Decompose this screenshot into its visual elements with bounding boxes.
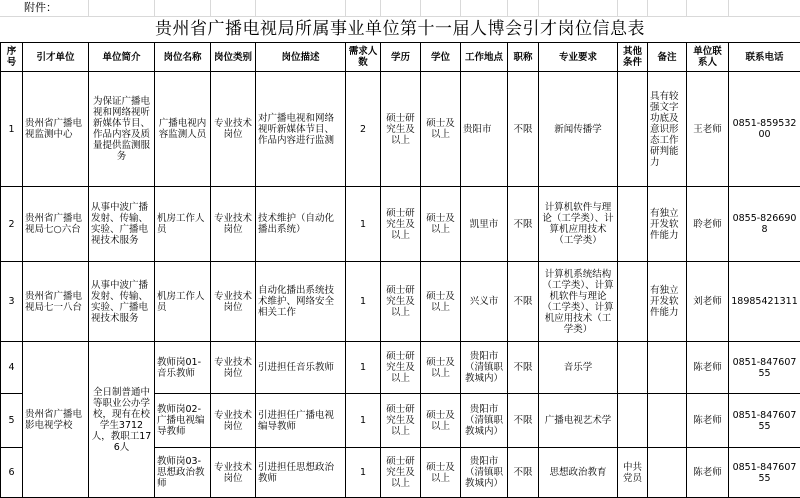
cell-count: 2	[346, 72, 381, 187]
cell-no: 6	[1, 448, 23, 498]
cell-post-desc: 引进担任广播电视编导教师	[256, 394, 346, 448]
cell-location: 凯里市	[461, 187, 508, 262]
header-education: 学历	[381, 43, 421, 72]
cell-major: 思想政治教育	[539, 448, 618, 498]
cell-location: 贵阳市（清镇职教城内）	[461, 342, 508, 394]
cell-unit: 贵州省广播电视监测中心	[23, 72, 89, 187]
cell-remark	[648, 342, 687, 394]
cell-post-name: 教师岗03-思想政治教师	[155, 448, 211, 498]
cell-no: 3	[1, 262, 23, 342]
cell-other	[618, 342, 648, 394]
cell-intro: 从事中波广播发射、传输、实验、广播电视技术服务	[89, 187, 155, 262]
cell-major: 新闻传播学	[539, 72, 618, 187]
cell-location: 贵阳市（清镇职教城内）	[461, 394, 508, 448]
cell-no: 5	[1, 394, 23, 448]
cell-count: 1	[346, 342, 381, 394]
cell-post-name: 机房工作人员	[155, 262, 211, 342]
cell-count: 1	[346, 187, 381, 262]
table-row	[1, 342, 800, 394]
cell-post-type: 专业技术岗位	[211, 72, 256, 187]
cell-title-req: 不限	[508, 187, 539, 262]
cell-unit: 贵州省广播电视局七一八台	[23, 262, 89, 342]
cell-remark: 有独立开发软件能力	[648, 187, 687, 262]
cell-post-desc: 技术维护（自动化播出系统）	[256, 187, 346, 262]
cell-remark	[648, 448, 687, 498]
header-intro: 单位简介	[89, 43, 155, 72]
cell-contact: 聆老师	[687, 187, 729, 262]
cell-degree: 硕士及以上	[421, 72, 461, 187]
spreadsheet-top-gridline	[0, 0, 800, 17]
cell-count: 1	[346, 448, 381, 498]
cell-post-desc: 引进担任音乐教师	[256, 342, 346, 394]
cell-post-type: 专业技术岗位	[211, 187, 256, 262]
header-post-name: 岗位名称	[155, 43, 211, 72]
header-no: 序号	[1, 43, 23, 72]
header-post-desc: 岗位描述	[256, 43, 346, 72]
cell-other	[618, 72, 648, 187]
cell-other	[618, 394, 648, 448]
header-post-type: 岗位类别	[211, 43, 256, 72]
header-degree: 学位	[421, 43, 461, 72]
cell-location: 贵阳市	[461, 72, 508, 187]
cell-degree: 硕士及以上	[421, 342, 461, 394]
cell-intro: 为保证广播电视和网络视听新媒体节目、作品内容及质量提供监测服务	[89, 72, 155, 187]
cell-unit: 贵州省广播电视局七○六台	[23, 187, 89, 262]
cell-major: 广播电视艺术学	[539, 394, 618, 448]
cell-post-type: 专业技术岗位	[211, 448, 256, 498]
cell-post-desc: 自动化播出系统技术维护、网络安全相关工作	[256, 262, 346, 342]
cell-contact: 陈老师	[687, 342, 729, 394]
table-row	[1, 262, 800, 342]
cell-education: 硕士研究生及以上	[381, 394, 421, 448]
cell-major: 音乐学	[539, 342, 618, 394]
header-title-req: 职称	[508, 43, 539, 72]
cell-title-req: 不限	[508, 72, 539, 187]
cell-location: 兴义市	[461, 262, 508, 342]
cell-education: 硕士研究生及以上	[381, 187, 421, 262]
header-unit: 引才单位	[23, 43, 89, 72]
cell-contact: 王老师	[687, 72, 729, 187]
cell-post-name: 机房工作人员	[155, 187, 211, 262]
cell-no: 2	[1, 187, 23, 262]
cell-contact: 陈老师	[687, 448, 729, 498]
cell-post-type: 专业技术岗位	[211, 262, 256, 342]
cell-no: 4	[1, 342, 23, 394]
cell-phone: 18985421311	[729, 262, 800, 342]
cell-count: 1	[346, 262, 381, 342]
cell-post-desc: 对广播电视和网络视听新媒体节目、作品内容进行监测	[256, 72, 346, 187]
header-location: 工作地点	[461, 43, 508, 72]
cell-post-desc: 引进担任思想政治教师	[256, 448, 346, 498]
cell-title-req: 不限	[508, 342, 539, 394]
cell-major: 计算机软件与理论（工学类）、计算机应用技术（工学类）	[539, 187, 618, 262]
cell-degree: 硕士及以上	[421, 187, 461, 262]
cell-title-req: 不限	[508, 448, 539, 498]
cell-remark: 具有较强文字功底及意识形态工作研判能力	[648, 72, 687, 187]
cell-degree: 硕士及以上	[421, 394, 461, 448]
header-major: 专业要求	[539, 43, 618, 72]
cell-major: 计算机系统结构（工学类）、计算机软件与理论（工学类）、计算机应用技术（工学类）	[539, 262, 618, 342]
cell-title-req: 不限	[508, 394, 539, 448]
cell-other	[618, 187, 648, 262]
cell-intro: 全日制普通中等职业公办学校，现有在校学生3712人，教职工176人	[89, 342, 155, 498]
cell-post-name: 教师岗01-音乐教师	[155, 342, 211, 394]
cell-count: 1	[346, 394, 381, 448]
cell-other: 中共党员	[618, 448, 648, 498]
cell-phone: 0855-8266908	[729, 187, 800, 262]
cell-post-name: 广播电视内容监测人员	[155, 72, 211, 187]
cell-no: 1	[1, 72, 23, 187]
cell-education: 硕士研究生及以上	[381, 448, 421, 498]
recruitment-table	[0, 42, 800, 498]
cell-education: 硕士研究生及以上	[381, 262, 421, 342]
cell-phone: 0851-84760755	[729, 342, 800, 394]
cell-contact: 刘老师	[687, 262, 729, 342]
header-other: 其他条件	[618, 43, 648, 72]
cell-phone: 0851-84760755	[729, 448, 800, 498]
table-title: 贵州省广播电视局所属事业单位第十一届人博会引才岗位信息表	[0, 16, 800, 42]
header-count: 需求人数	[346, 43, 381, 72]
attachment-label: 附件：	[2, 0, 57, 16]
header-contact: 单位联系人	[687, 43, 729, 72]
table-row	[1, 72, 800, 187]
cell-degree: 硕士及以上	[421, 262, 461, 342]
cell-other	[618, 262, 648, 342]
cell-title-req: 不限	[508, 262, 539, 342]
cell-education: 硕士研究生及以上	[381, 342, 421, 394]
cell-remark: 有独立开发软件能力	[648, 262, 687, 342]
cell-intro: 从事中波广播发射、传输、实验、广播电视技术服务	[89, 262, 155, 342]
cell-phone: 0851-84760755	[729, 394, 800, 448]
cell-post-type: 专业技术岗位	[211, 342, 256, 394]
cell-contact: 陈老师	[687, 394, 729, 448]
cell-phone: 0851-85953200	[729, 72, 800, 187]
cell-post-type: 专业技术岗位	[211, 394, 256, 448]
header-row	[1, 43, 800, 72]
cell-location: 贵阳市（清镇职教城内）	[461, 448, 508, 498]
cell-education: 硕士研究生及以上	[381, 72, 421, 187]
header-remark: 备注	[648, 43, 687, 72]
cell-degree: 硕士及以上	[421, 448, 461, 498]
cell-remark	[648, 394, 687, 448]
header-phone: 联系电话	[729, 43, 800, 72]
table-row	[1, 187, 800, 262]
cell-post-name: 教师岗02-广播电视编导教师	[155, 394, 211, 448]
cell-unit: 贵州省广播电影电视学校	[23, 342, 89, 498]
